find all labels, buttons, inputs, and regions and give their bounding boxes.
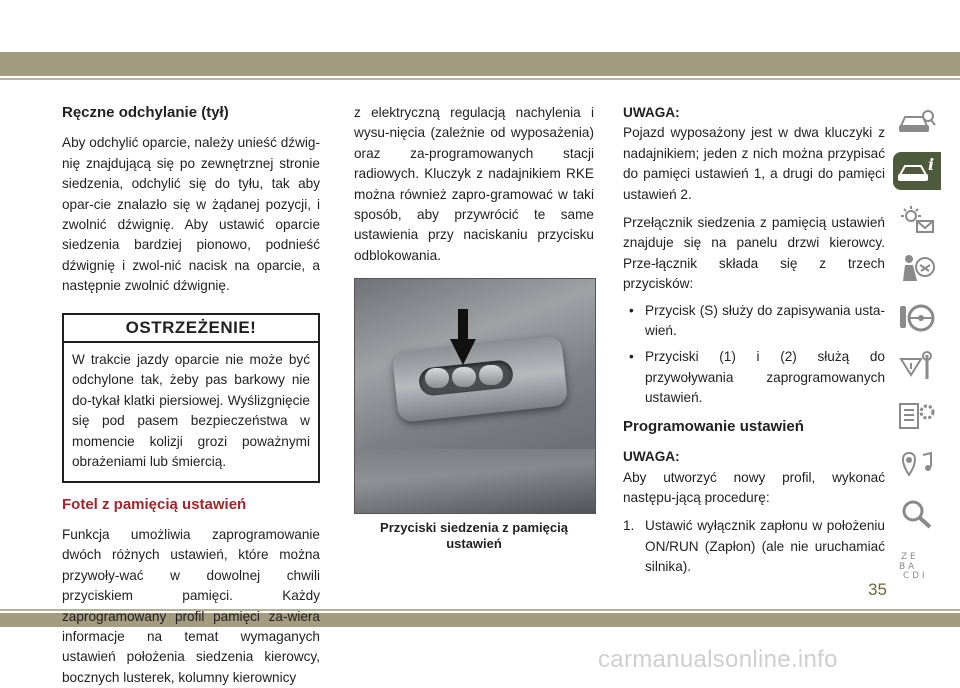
note-label-2: UWAGA:	[623, 449, 680, 465]
section-heading-manual-recline: Ręczne odchylanie (tył)	[62, 104, 229, 121]
left-column	[62, 103, 320, 688]
watermark: carmanualsonline.info	[598, 646, 838, 673]
down-arrow-icon	[450, 309, 476, 369]
right-column	[623, 103, 885, 578]
page-number: 35	[868, 580, 887, 599]
list-item: • Przycisk (S) służy do zapisywania usta-wień.	[623, 301, 885, 342]
memory-buttons-photo	[354, 278, 596, 514]
tab-index[interactable]	[893, 544, 941, 582]
button-list	[623, 301, 885, 409]
service-tools-icon	[897, 351, 937, 383]
switch-paragraph: Przełącznik siedzenia z pamięcią ustawień znajduje się na panelu drzwi kierowcy. Prze-łącznik składa się z trzech przycisków:	[623, 215, 885, 292]
top-band-line	[0, 78, 960, 80]
memory-button-s	[452, 367, 476, 387]
manual-recline-paragraph: Aby odchylić oparcie, należy unieść dźwig-nię znajdującą się po zewnętrznej stronie siedzenia, odchylić się do tyłu, tak aby opar-cie znalazło się w żądanej pozycji, i zwolnić dźwignię. Aby ustawić oparcie siedzenia bardziej pionowo, podnieść dźwignię i zwol-nić nacisk na oparcie, a następnie zwolnić dźwignię.	[62, 135, 320, 294]
tab-dashboard-lights[interactable]	[893, 201, 941, 239]
top-band	[0, 52, 960, 76]
step-number: 1.	[623, 518, 635, 534]
section-heading-programming: Programowanie ustawień	[623, 417, 804, 435]
chapter-tabs	[893, 103, 953, 593]
section-heading-memory-seat: Fotel z pamięcią ustawień	[62, 495, 247, 513]
memory-button-2	[479, 365, 503, 385]
tab-service[interactable]	[893, 348, 941, 386]
note-label: UWAGA:	[623, 105, 680, 120]
steering-warning-icon	[897, 302, 937, 334]
warning-title: OSTRZEŻENIE!	[64, 315, 318, 343]
tab-search[interactable]	[893, 495, 941, 533]
dashboard-lights-icon	[897, 204, 937, 236]
svg-text:i: i	[928, 155, 935, 174]
svg-text:Z E: Z E	[901, 552, 916, 562]
step-text: Ustawić wyłącznik zapłonu w położeniu ON/RUN (Zapłon) (ale nie uruchamiać silnika).	[645, 518, 885, 575]
svg-text:C D I: C D I	[903, 571, 925, 579]
tab-navigation-music[interactable]	[893, 446, 941, 484]
tab-car-info[interactable]	[893, 152, 941, 190]
note-text: Pojazd wyposażony jest w dwa kluczyki z nadajnikiem; jeden z nich można przypisać do pamięci ustawień 1, a drugi do pamięci ustawień 2.	[623, 125, 885, 202]
safety-airbag-icon	[897, 253, 937, 285]
search-icon	[897, 498, 937, 530]
tab-car-search[interactable]	[893, 103, 941, 141]
svg-text:B A: B A	[899, 562, 915, 572]
memory-seat-paragraph-continued: z elektryczną regulacją nachylenia i wysu-nięcia (zależnie od wyposażenia) oraz za-programowanych stacji radiowych. Kluczyk z nadajnikiem RKE można również zapro-gramować w taki sposób, aby przywrócić te same ustawienia przy naciskaniu przycisku odblokowania.	[354, 105, 594, 263]
note-text-2: Aby utworzyć nowy profil, wykonać następu-jącą procedurę:	[623, 469, 885, 505]
car-search-icon	[897, 106, 937, 138]
tab-multimedia[interactable]	[893, 397, 941, 435]
car-info-icon	[897, 155, 937, 187]
alphabet-index-icon	[897, 547, 937, 579]
memory-seat-paragraph: Funkcja umożliwia zaprogramowanie dwóch różnych ustawień, które można przywoły-wać w dowolnej chwili przyciskiem pamięci. Każdy zaprogramowany profil pamięci za-wiera informacje na temat wymaganych ustawień położenia siedzenia kierowcy, bocznych lusterek, kolumny kierownicy	[62, 526, 320, 685]
steps-list	[623, 516, 885, 577]
tab-steering-warning[interactable]	[893, 299, 941, 337]
warning-text: W trakcie jazdy oparcie nie może być odchylone tak, żeby pas barkowy nie do-tykał klatki piersiowej. Wyślizgnięcie się pod pasem bezpieczeństwa w momencie kolizji grozi poważnymi obrażeniami lub śmiercią.	[72, 352, 310, 470]
middle-column	[354, 103, 594, 552]
navigation-music-icon	[897, 449, 937, 481]
step-item	[623, 516, 885, 577]
multimedia-settings-icon	[897, 400, 937, 432]
tab-safety[interactable]	[893, 250, 941, 288]
warning-box	[62, 313, 320, 483]
memory-button-1	[425, 368, 449, 388]
photo-caption: Przyciski siedzenia z pamięcią ustawień	[380, 520, 568, 552]
list-item: • Przyciski (1) i (2) służą do przywoływania zaprogramowanych ustawień.	[623, 347, 885, 408]
